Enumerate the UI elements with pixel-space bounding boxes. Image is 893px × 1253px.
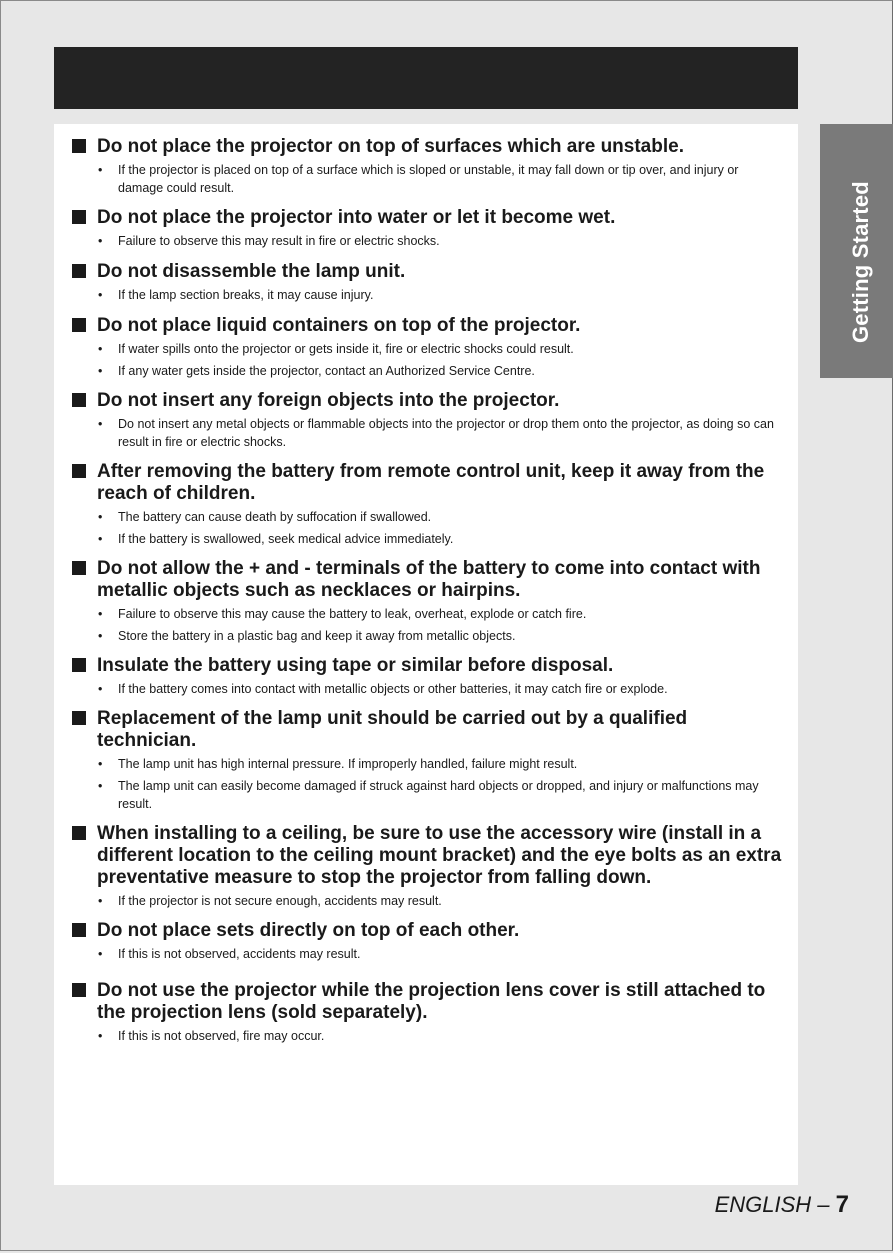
- notice-bullet-list: [70, 286, 782, 304]
- bullet-dot-icon: •: [98, 364, 103, 378]
- notice-heading: [70, 655, 782, 677]
- page-footer: [715, 1190, 849, 1220]
- square-bullet-icon: [72, 393, 86, 407]
- notice-heading: [70, 207, 782, 229]
- notice-heading: [70, 920, 782, 942]
- notice-heading: [70, 980, 782, 1024]
- notice-bullet: [70, 605, 782, 623]
- bullet-dot-icon: •: [98, 510, 103, 524]
- bullet-dot-icon: •: [98, 532, 103, 546]
- notice-block: [70, 558, 782, 645]
- notice-bullet-text: If the battery comes into contact with metallic objects or other batteries, it may catch fire or explode.: [118, 682, 668, 696]
- bullet-dot-icon: •: [98, 288, 103, 302]
- notice-bullet-text: Failure to observe this may result in fire or electric shocks.: [118, 234, 440, 248]
- notice-bullet-list: [70, 340, 782, 380]
- notice-block: [70, 261, 782, 304]
- notice-heading: [70, 136, 782, 158]
- notice-heading: [70, 823, 782, 889]
- notice-bullet-text: Store the battery in a plastic bag and keep it away from metallic objects.: [118, 629, 516, 643]
- notice-bullet-text: If the battery is swallowed, seek medical advice immediately.: [118, 532, 454, 546]
- notice-block: [70, 655, 782, 698]
- notice-bullet: [70, 1027, 782, 1045]
- safety-notices: [70, 136, 782, 1045]
- footer-language: ENGLISH –: [714, 1192, 836, 1217]
- notice-bullet-list: [70, 508, 782, 548]
- notice-heading: [70, 261, 782, 283]
- notice-bullet-list: [70, 415, 782, 451]
- notice-bullet-text: If this is not observed, accidents may result.: [118, 947, 361, 961]
- notice-heading-text: Do not use the projector while the projection lens cover is still attached to the projection lens (sold separately).: [97, 980, 766, 1023]
- bullet-dot-icon: •: [98, 607, 103, 621]
- notice-heading: [70, 558, 782, 602]
- bullet-dot-icon: •: [98, 1029, 103, 1043]
- notice-bullet-list: [70, 755, 782, 813]
- notice-bullet: [70, 340, 782, 358]
- square-bullet-icon: [72, 983, 86, 997]
- notice-bullet: [70, 161, 782, 197]
- notice-bullet: [70, 945, 782, 963]
- notice-bullet-list: [70, 232, 782, 250]
- notice-block: [70, 708, 782, 813]
- notice-heading: [70, 708, 782, 752]
- square-bullet-icon: [72, 139, 86, 153]
- notice-block: [70, 207, 782, 250]
- notice-heading-text: Do not place liquid containers on top of the projector.: [97, 315, 581, 336]
- square-bullet-icon: [72, 464, 86, 478]
- bullet-dot-icon: •: [98, 757, 103, 771]
- bullet-dot-icon: •: [98, 417, 103, 431]
- notice-heading: [70, 390, 782, 412]
- notice-block: [70, 823, 782, 910]
- header-bar: [54, 47, 798, 109]
- notice-bullet-list: [70, 1027, 782, 1045]
- notice-heading-text: Insulate the battery using tape or similar before disposal.: [97, 655, 614, 676]
- bullet-dot-icon: •: [98, 163, 103, 177]
- square-bullet-icon: [72, 923, 86, 937]
- notice-bullet-text: The lamp unit can easily become damaged if struck against hard objects or dropped, and injury or malfunctions may result.: [118, 779, 759, 811]
- side-tab-label: Getting Started: [848, 181, 873, 343]
- notice-bullet-list: [70, 892, 782, 910]
- notice-bullet: [70, 777, 782, 813]
- square-bullet-icon: [72, 658, 86, 672]
- notice-heading-text: When installing to a ceiling, be sure to use the accessory wire (install in a different location to the ceiling mount bracket) and the eye bolts as an extra preventative measure to stop the projector from falling down.: [97, 823, 782, 888]
- notice-block: [70, 390, 782, 451]
- notice-bullet: [70, 508, 782, 526]
- bullet-dot-icon: •: [98, 947, 103, 961]
- bullet-dot-icon: •: [98, 629, 103, 643]
- square-bullet-icon: [72, 561, 86, 575]
- bullet-dot-icon: •: [98, 894, 103, 908]
- notice-bullet: [70, 892, 782, 910]
- notice-heading-text: Do not allow the + and - terminals of the battery to come into contact with metallic objects such as necklaces or hairpins.: [97, 558, 761, 601]
- notice-heading-text: Do not place the projector on top of surfaces which are unstable.: [97, 136, 684, 157]
- notice-heading-text: Do not place the projector into water or let it become wet.: [97, 207, 616, 228]
- notice-heading: [70, 315, 782, 337]
- notice-heading-text: Do not place sets directly on top of each other.: [97, 920, 520, 941]
- square-bullet-icon: [72, 210, 86, 224]
- notice-bullet: [70, 415, 782, 451]
- notice-bullet: [70, 232, 782, 250]
- notice-bullet-text: If water spills onto the projector or gets inside it, fire or electric shocks could result.: [118, 342, 574, 356]
- notice-bullet-text: If the projector is not secure enough, accidents may result.: [118, 894, 442, 908]
- notice-bullet-text: Failure to observe this may cause the battery to leak, overheat, explode or catch fire.: [118, 607, 587, 621]
- square-bullet-icon: [72, 711, 86, 725]
- notice-bullet-text: The battery can cause death by suffocation if swallowed.: [118, 510, 432, 524]
- notice-heading-text: After removing the battery from remote control unit, keep it away from the reach of children.: [97, 461, 765, 504]
- notice-bullet-list: [70, 605, 782, 645]
- notice-bullet-text: If this is not observed, fire may occur.: [118, 1029, 325, 1043]
- notice-bullet-text: If the lamp section breaks, it may cause injury.: [118, 288, 374, 302]
- notice-bullet: [70, 286, 782, 304]
- notice-bullet-text: If any water gets inside the projector, contact an Authorized Service Centre.: [118, 364, 535, 378]
- notice-bullet: [70, 755, 782, 773]
- bullet-dot-icon: •: [98, 779, 103, 793]
- notice-block: [70, 136, 782, 197]
- bullet-dot-icon: •: [98, 682, 103, 696]
- notice-bullet: [70, 680, 782, 698]
- notice-bullet-text: If the projector is placed on top of a surface which is sloped or unstable, it may fall down or tip over, and injury or damage could result.: [118, 163, 739, 195]
- square-bullet-icon: [72, 318, 86, 332]
- notice-bullet-list: [70, 680, 782, 698]
- square-bullet-icon: [72, 264, 86, 278]
- bullet-dot-icon: •: [98, 234, 103, 248]
- notice-bullet: [70, 362, 782, 380]
- notice-block: [70, 980, 782, 1045]
- notice-heading-text: Do not insert any foreign objects into the projector.: [97, 390, 560, 411]
- notice-bullet-text: The lamp unit has high internal pressure. If improperly handled, failure might result.: [118, 757, 578, 771]
- notice-heading: [70, 461, 782, 505]
- bullet-dot-icon: •: [98, 342, 103, 356]
- notice-block: [70, 920, 782, 963]
- notice-bullet-list: [70, 945, 782, 963]
- notice-heading-text: Do not disassemble the lamp unit.: [97, 261, 406, 282]
- notice-block: [70, 461, 782, 548]
- notice-bullet: [70, 627, 782, 645]
- notice-block: [70, 315, 782, 380]
- notice-bullet-text: Do not insert any metal objects or flammable objects into the projector or drop them onto the projector, as doing so can result in fire or electric shocks.: [118, 417, 774, 449]
- notice-heading-text: Replacement of the lamp unit should be carried out by a qualified technician.: [97, 708, 688, 751]
- square-bullet-icon: [72, 826, 86, 840]
- notice-bullet: [70, 530, 782, 548]
- page-number: 7: [835, 1191, 849, 1218]
- notice-bullet-list: [70, 161, 782, 197]
